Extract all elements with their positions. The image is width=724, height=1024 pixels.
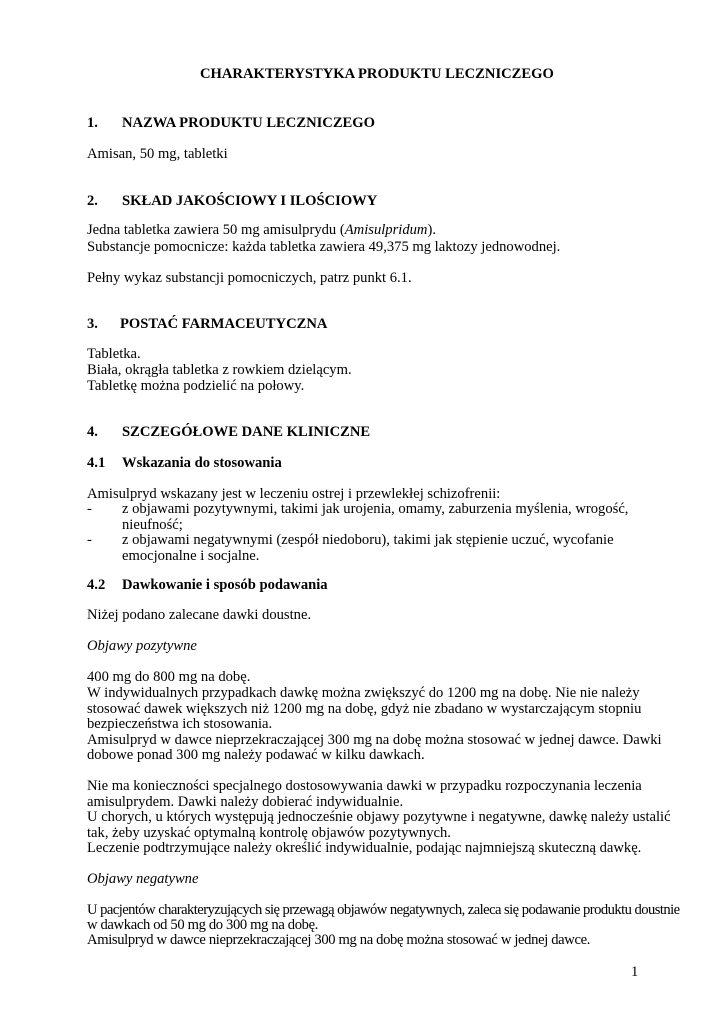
paragraph-line: W indywidualnych przypadkach dawkę można zwiększyć do 1200 mg na dobę. Nie nie należy (87, 685, 640, 701)
paragraph-line: w dawkach od 50 mg do 300 mg na dobę. (87, 917, 319, 933)
list-item: z objawami negatywnymi (zespół niedoboru), takimi jak stępienie uczuć, wycofanie (122, 532, 614, 548)
section-number: 2. (87, 193, 98, 209)
section-number: 1. (87, 115, 98, 131)
dosing-intro: Niżej podano zalecane dawki doustne. (87, 607, 312, 623)
paragraph-line: amisulprydem. Dawki należy dobierać indywidualnie. (87, 794, 404, 810)
composition-line (87, 222, 436, 239)
document-title: CHARAKTERYSTYKA PRODUKTU LECZNICZEGO (200, 66, 554, 82)
list-item-continuation: emocjonalne i socjalne. (122, 548, 260, 564)
subsection-number: 4.1 (87, 455, 106, 471)
paragraph-line: dobowe ponad 300 mg należy podawać w kilku dawkach. (87, 747, 425, 763)
product-name: Amisan, 50 mg, tabletki (87, 146, 228, 162)
excipients-line: Substancje pomocnicze: każda tabletka zawiera 49,375 mg laktozy jednowodnej. (87, 239, 561, 255)
paragraph-line: stosować dawek większych niż 1200 mg na dobę, gdyż nie zbadano w wystarczającym stopniu (87, 701, 642, 717)
paragraph-line: tak, żeby uzyskać optymalną kontrolę objawów pozytywnych. (87, 825, 451, 841)
subsection-number: 4.2 (87, 577, 106, 593)
paragraph-line: Leczenie podtrzymujące należy określić indywidualnie, podając najmniejszą skuteczną dawkę. (87, 840, 642, 856)
form-line: Biała, okrągła tabletka z rowkiem dzielącym. (87, 362, 352, 378)
paragraph-line: U chorych, u których występują jednocześnie objawy pozytywne i negatywne, dawkę należy ustalić (87, 809, 671, 825)
form-line: Tabletkę można podzielić na połowy. (87, 378, 305, 394)
paragraph-line: U pacjentów charakteryzujących się przewagą objawów negatywnych, zaleca się podawanie produktu doustnie (87, 902, 680, 918)
negative-symptoms-heading: Objawy negatywne (87, 871, 199, 887)
subsection-heading: Dawkowanie i sposób podawania (122, 577, 328, 593)
section-heading: POSTAĆ FARMACEUTYCZNA (120, 316, 328, 332)
paragraph-line: bezpieczeństwa ich stosowania. (87, 716, 273, 732)
list-dash: - (87, 532, 92, 548)
paragraph-line: 400 mg do 800 mg na dobę. (87, 669, 251, 685)
section-number: 4. (87, 424, 98, 440)
excipients-reference: Pełny wykaz substancji pomocniczych, patrz punkt 6.1. (87, 270, 412, 286)
section-heading: NAZWA PRODUKTU LECZNICZEGO (122, 115, 375, 131)
indications-intro: Amisulpryd wskazany jest w leczeniu ostrej i przewlekłej schizofrenii: (87, 486, 501, 502)
page-number: 1 (631, 964, 639, 980)
section-heading: SZCZEGÓŁOWE DANE KLINICZNE (122, 424, 371, 440)
composition-text: Jedna tabletka zawiera 50 mg amisulprydu ( (87, 222, 345, 238)
section-number: 3. (87, 316, 98, 332)
paragraph-line: Amisulpryd w dawce nieprzekraczającej 300 mg na dobę można stosować w jednej dawce. Dawki (87, 732, 662, 748)
paragraph-line: Amisulpryd w dawce nieprzekraczającej 300 mg na dobę można stosować w jednej dawce. (87, 932, 591, 948)
form-line: Tabletka. (87, 346, 141, 362)
positive-symptoms-heading: Objawy pozytywne (87, 638, 197, 654)
composition-text-end: ). (427, 222, 436, 238)
list-item: z objawami pozytywnymi, takimi jak urojenia, omamy, zaburzenia myślenia, wrogość, (122, 501, 629, 517)
list-item-continuation: nieufność; (122, 517, 183, 533)
paragraph-line: Nie ma konieczności specjalnego dostosowywania dawki w przypadku rozpoczynania leczenia (87, 778, 642, 794)
list-dash: - (87, 501, 92, 517)
latin-name: Amisulpridum (344, 222, 428, 238)
section-heading: SKŁAD JAKOŚCIOWY I ILOŚCIOWY (122, 193, 378, 209)
subsection-heading: Wskazania do stosowania (122, 455, 282, 471)
